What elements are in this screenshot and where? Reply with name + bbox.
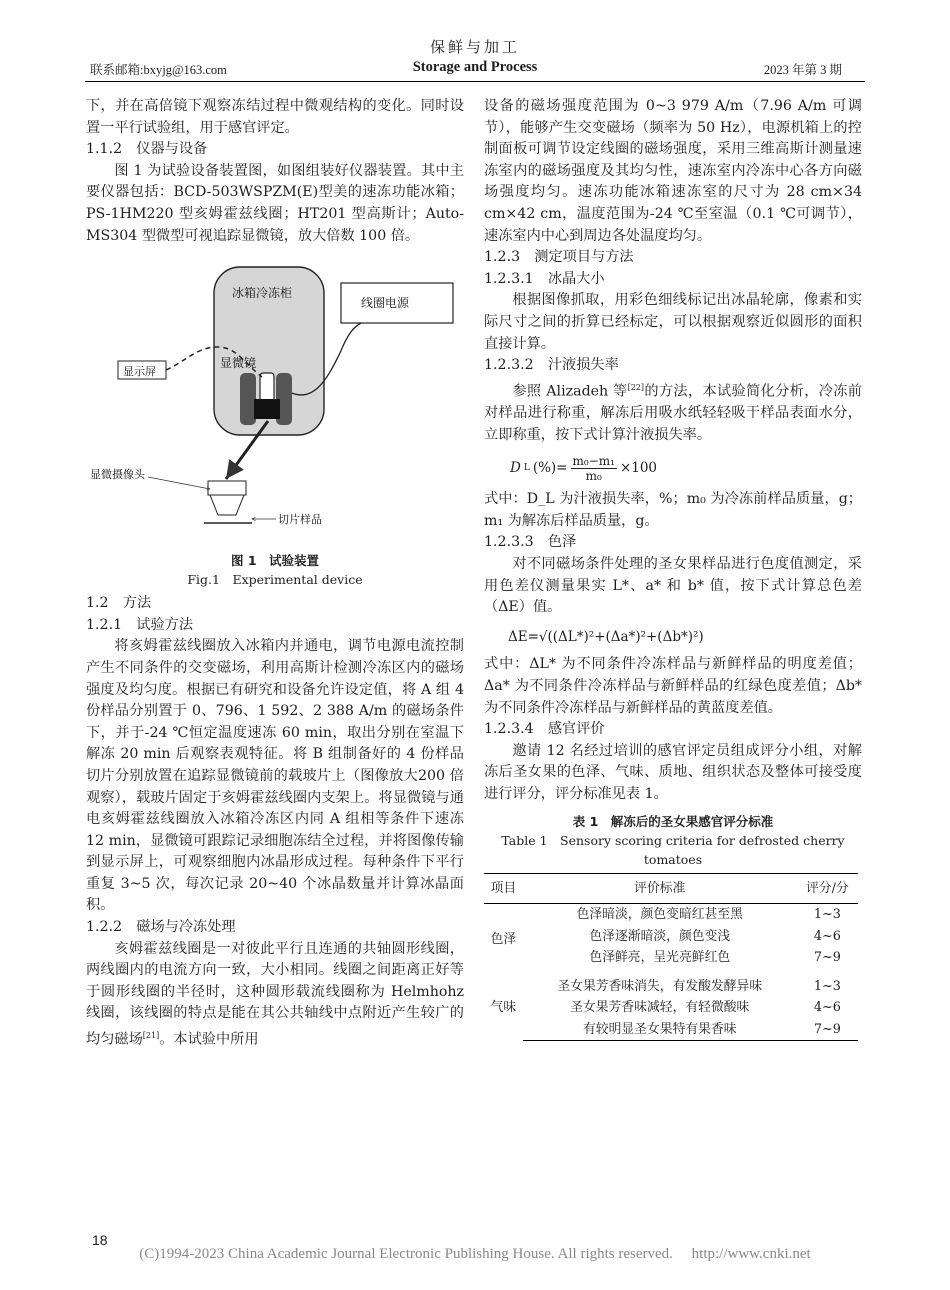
section-heading-1-1-2: 1.1.2 仪器与设备	[86, 141, 208, 158]
paragraph: 图 1 为试验设备装置图，如图组装好仪器装置。其中主要仪器包括：BCD-503WSPZM(E)型美的速冻功能冰箱；PS-1HM220 型亥姆霍兹线圈；HT201 型高斯计；Auto-MS304 型微型可视追踪显微镜，放大倍数 100 倍。	[86, 162, 464, 244]
section-heading-1-2-1: 1.2.1 试验方法	[86, 616, 194, 633]
section-heading-1-2-3-2: 1.2.3.2 汁液损失率	[484, 357, 619, 374]
journal-title-en: Storage and Process	[412, 59, 538, 75]
figure-caption-en: Fig.1 Experimental device	[187, 572, 363, 588]
paragraph: 将亥姆霍兹线圈放入冰箱内并通电，调节电源电流控制产生不同条件的交变磁场，利用高斯计检测冷冻区内的磁场强度及均匀度。根据已有研究和设备允许设定值，将 A 组 4 份样品分别置于 0、796、1 592、2 388 A/m 的磁场条件下，并于-24 ℃恒定温度速冻 60 min，取出分别在室温下解冻 20 min 后观察表观特征。将 B 组制备好的 4 份样品切片分别放置在追踪显微镜前的载玻片上（图像放大200 倍观察），载玻片固定于亥姆霍兹线圈内支架上。将显微镜与通电亥姆霍兹线圈放入冰箱冷冻区内同 A 组相等条件下速冻 12 min，显微镜可跟踪记录细胞冻结全过程，并将图像传输到显示屏上，可观察细胞内冰晶形成过程。每种条件下平行重复 3~5 次，每次记录 20~40 个冰晶数量并计算冰晶面积。	[86, 638, 464, 914]
section-heading-1-2-3-3: 1.2.3.3 色泽	[484, 534, 577, 551]
header-email: 联系邮箱:bxyjg@163.com	[90, 63, 227, 77]
table-cell-item: 气味	[490, 1000, 517, 1016]
table-cell: 1~3	[813, 907, 841, 923]
label-freezer: 冰箱冷冻柜	[232, 286, 293, 301]
table-row	[484, 904, 858, 926]
table-row	[484, 926, 858, 948]
microscope-body	[260, 373, 274, 403]
table-cell: 4~6	[813, 1000, 841, 1016]
table-header: 评分/分	[797, 873, 858, 904]
paragraph: 式中：ΔL* 为不同条件冷冻样品与新鲜样品的明度差值；Δa* 为不同条件冷冻样品与新鲜样品的红绿色度差值；Δb* 为不同条件冷冻样品与新鲜样品的黄蓝度差值。	[484, 656, 862, 716]
section-heading-1-2-2: 1.2.2 磁场与冷冻处理	[86, 919, 236, 936]
table-cell: 色泽逐渐暗淡，颜色变浅	[589, 928, 731, 944]
paragraph: 对不同磁场条件处理的圣女果样品进行色度值测定，采用色差仪测量果实 L*、a* 和 b* 值，按下式计算总色差（ΔE）值。	[484, 556, 862, 616]
paragraph: 亥姆霍兹线圈是一对彼此平行且连通的共轴圆形线圈，两线圈内的电流方向一致，大小相同。线圈之间距离正好等于圆形线圈的半径时，这种圆形载流线圈称为 Helmhohz 线圈，该线圈的特点是能在其公共轴线中点附近产生较广的均匀磁场[21]。本试验中所用	[86, 940, 464, 1048]
coil-left	[240, 373, 256, 425]
sensory-table	[484, 873, 858, 1042]
formula-juice-loss: D L (%)= $\frac{\text{m₀−m₁}}{\text{m₀}}$ ×100	[510, 454, 658, 484]
table-cell-item: 色泽	[490, 932, 517, 948]
label-camera: 显微摄像头	[90, 468, 145, 482]
table-header: 项目	[484, 873, 523, 904]
journal-title-cn: 保鲜与加工	[429, 38, 520, 56]
section-heading-1-2-3: 1.2.3 测定项目与方法	[484, 249, 634, 266]
table-cell: 圣女果芳香味消失，有发酸发酵异味	[557, 978, 763, 994]
table-row	[484, 947, 858, 976]
table-row	[484, 997, 858, 1019]
table-caption-en: Table 1 Sensory scoring criteria for defrosted cherry tomatoes	[501, 832, 845, 867]
page-number: 18	[92, 1232, 108, 1248]
table-header: 评价标准	[523, 873, 797, 904]
table-row	[484, 1019, 858, 1041]
paragraph: 下，并在高倍镜下观察冻结过程中微观结构的变化。同时设置一平行试验组，用于感官评定。	[86, 98, 464, 136]
paragraph: 式中：D_L 为汁液损失率，%；m₀ 为冷冻前样品质量，g；m₁ 为解冻后样品质量，g。	[484, 491, 862, 529]
formula-color-difference: ΔE=√((ΔL*)²+(Δa*)²+(Δb*)²)	[508, 628, 704, 645]
table-cell: 1~3	[813, 978, 841, 994]
table-row	[484, 976, 858, 998]
paragraph: 邀请 12 名经过培训的感官评定员组成评分小组，对解冻后圣女果的色泽、气味、质地、组织状态及整体可接受度进行评分，评分标准见表 1。	[484, 742, 862, 802]
label-power: 线圈电源	[361, 296, 410, 311]
table-cell: 圣女果芳香味减轻，有轻微酸味	[570, 1000, 750, 1016]
section-heading-1-2-3-4: 1.2.3.4 感官评价	[484, 721, 605, 738]
citation-22: [22]	[627, 382, 644, 392]
header-issue: 2023 年第 3 期	[763, 63, 842, 77]
table-cell: 7~9	[813, 950, 841, 966]
citation-21: [21]	[142, 1031, 160, 1041]
table-cell: 7~9	[797, 1019, 858, 1041]
right-column	[484, 96, 862, 1041]
experimental-device-diagram	[86, 253, 464, 553]
table-cell: 有较明显圣女果特有果香味	[523, 1019, 797, 1041]
header-rule	[85, 81, 865, 82]
figure-1	[86, 253, 464, 553]
label-sample: 切片样品	[278, 513, 322, 527]
section-heading-1-2: 1.2 方法	[86, 595, 152, 612]
label-display: 显示屏	[123, 365, 156, 379]
label-microscope: 显微镜	[220, 356, 257, 371]
section-heading-1-2-3-1: 1.2.3.1 冰晶大小	[484, 270, 605, 287]
paragraph: 根据图像抓取，用彩色细线标记出冰晶轮廓，像素和实际尺寸之间的折算已经标定，可以根据观察近似圆形的面积直接计算。	[484, 292, 862, 352]
paragraph: 参照 Alizadeh 等[22]的方法，本试验简化分析，冷冻前对样品进行称重，解冻后用吸水纸轻轻吸干样品表面水分，立即称重，按下式计算汁液损失率。	[484, 382, 862, 443]
table-cell: 色泽暗淡，颜色变暗红甚至黑	[576, 907, 743, 923]
copyright-footer: (C)1994-2023 China Academic Journal Electronic Publishing House. All rights reserved. http://www.cnki.net	[139, 1246, 811, 1262]
table-cell: 4~6	[813, 928, 841, 944]
camera-top	[208, 481, 246, 495]
table-caption-cn: 表 1 解冻后的圣女果感官评分标准	[572, 813, 774, 829]
camera-lens	[210, 495, 244, 515]
figure-caption-cn: 图 1 试验装置	[230, 553, 320, 569]
paragraph: 设备的磁场强度范围为 0~3 979 A/m（7.96 A/m 可调节），能够产生交变磁场（频率为 50 Hz），电源机箱上的控制面板可调节设定线圈的磁场强度，采用三维高斯计测量速冻室内的磁场强度及其均匀性，速冻室内冷冻中心各方向磁场强度均匀。速冻功能冰箱速冻室的尺寸为 28 cm×34 cm×42 cm，温度范围为-24 ℃至室温（0.1 ℃可调节），速冻室内中心到周边各处温度均匀。	[484, 98, 862, 244]
sample-stage	[254, 399, 280, 419]
left-column	[86, 96, 464, 1051]
table-cell: 色泽鲜亮，呈光亮鲜红色	[589, 950, 731, 966]
